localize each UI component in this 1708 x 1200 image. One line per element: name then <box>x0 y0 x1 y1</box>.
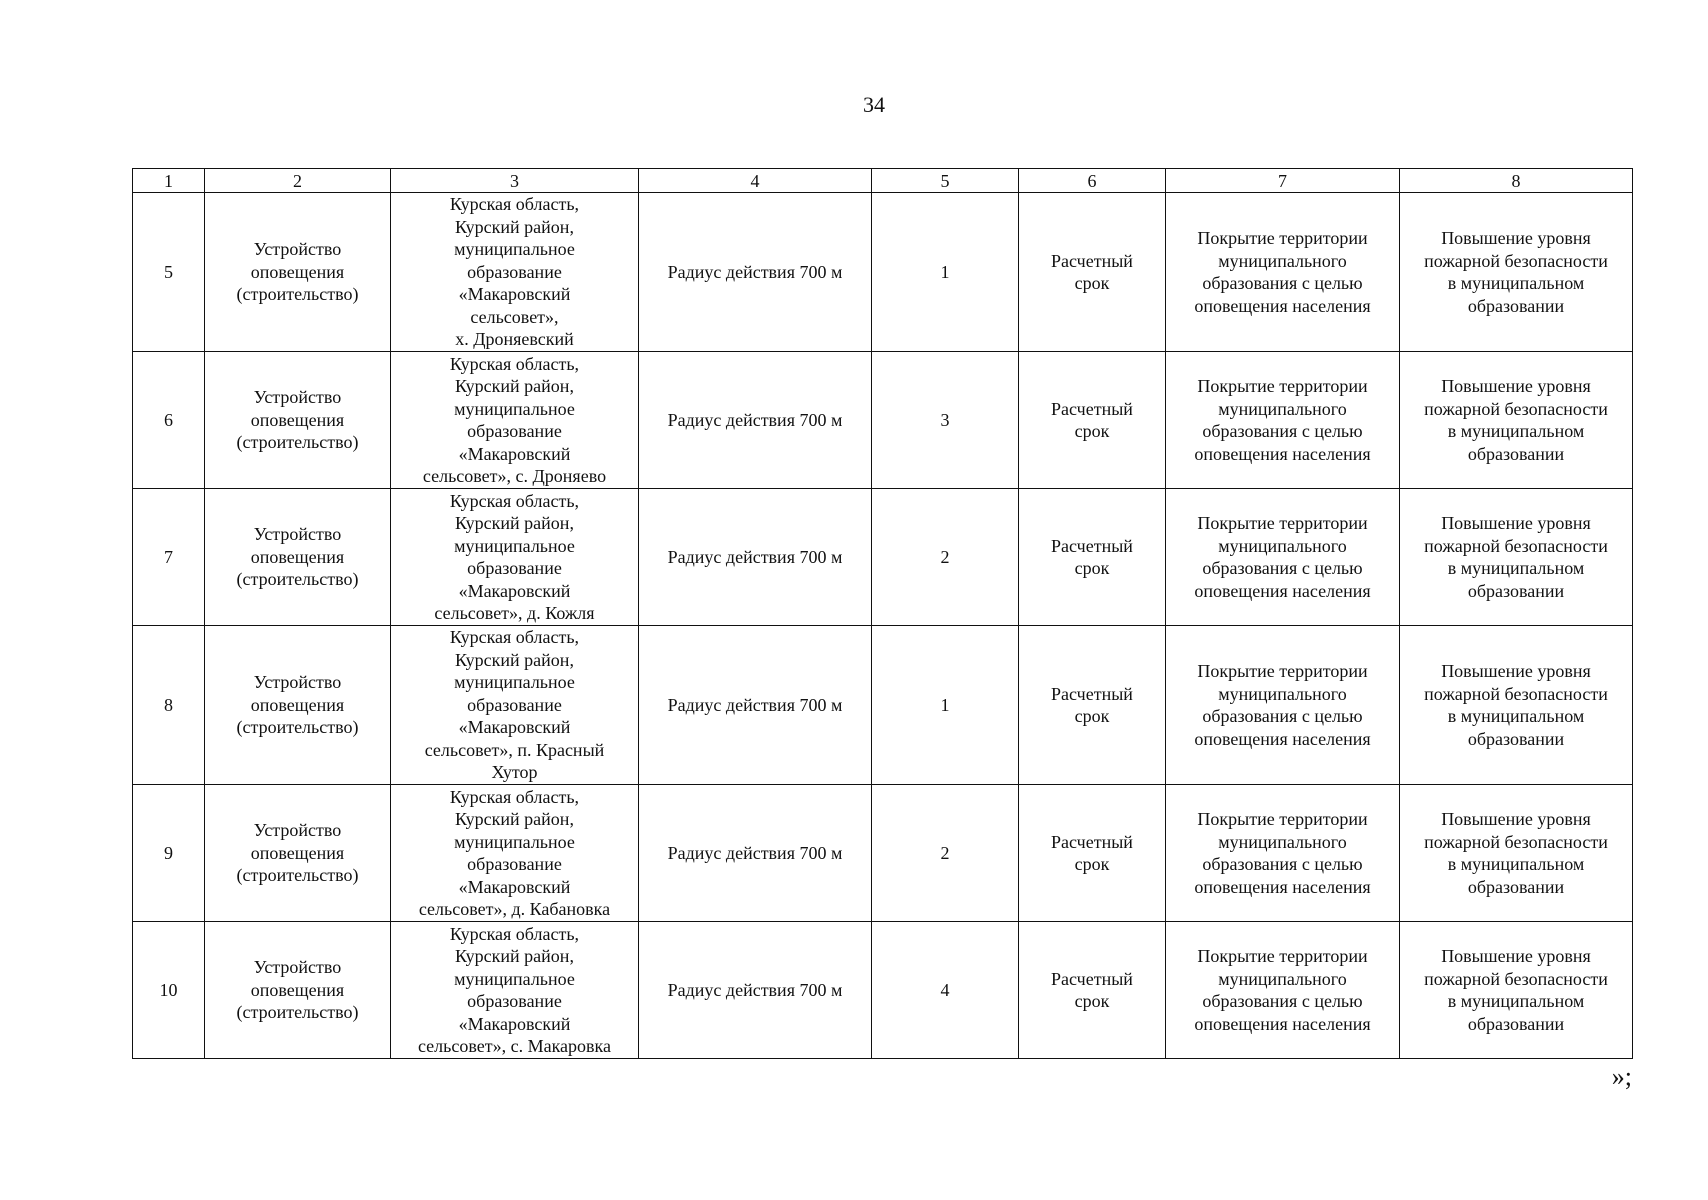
page-number: 34 <box>863 92 885 117</box>
text-line: Курская область, <box>449 353 580 374</box>
text-line: Повышение уровня <box>1441 376 1591 396</box>
characteristic-cell: Радиус действия 700 м <box>639 626 872 785</box>
text-line: сельсовет», с. Макаровка <box>417 1036 612 1056</box>
text-line: в муниципальном <box>1447 991 1585 1011</box>
text-line: Повышение уровня <box>1441 946 1591 966</box>
table-row <box>133 626 1633 785</box>
location-cell <box>391 489 639 626</box>
text-line: Покрытие территории <box>1197 661 1368 681</box>
text-line: образование <box>467 854 562 874</box>
effect-cell <box>1400 489 1633 626</box>
text-line: (строительство) <box>236 569 359 590</box>
text-line: срок <box>1074 991 1110 1011</box>
characteristic-cell: Радиус действия 700 м <box>639 352 872 489</box>
effect-cell <box>1400 626 1633 785</box>
effect-cell <box>1400 922 1633 1059</box>
text-line: образования с целью <box>1202 854 1363 874</box>
quantity-cell: 3 <box>872 352 1019 489</box>
term-cell <box>1019 352 1166 489</box>
text-line: образование <box>467 421 562 441</box>
text-line: в муниципальном <box>1447 273 1585 293</box>
text-line: оповещения <box>250 261 345 282</box>
text-line: Устройство <box>253 239 342 260</box>
text-line: образовании <box>1467 295 1565 316</box>
text-line: Покрытие территории <box>1197 228 1368 248</box>
text-line: «Макаровский <box>458 443 571 464</box>
text-line: Устройство <box>253 387 342 408</box>
location-cell <box>391 626 639 785</box>
quantity-cell: 2 <box>872 489 1019 626</box>
column-header: 1 <box>133 169 205 193</box>
text-line: оповещения населения <box>1194 580 1371 601</box>
text-line: образовании <box>1467 728 1565 749</box>
text-line: (строительство) <box>236 865 359 886</box>
text-line: Расчетный <box>1051 968 1133 989</box>
column-number-row <box>133 169 1633 193</box>
purpose-cell <box>1166 489 1400 626</box>
text-line: срок <box>1074 854 1110 874</box>
location-cell <box>391 785 639 922</box>
text-line: оповещения <box>250 694 345 715</box>
text-line: «Макаровский <box>458 580 571 601</box>
text-line: оповещения населения <box>1194 295 1371 316</box>
text-line: образовании <box>1467 443 1565 464</box>
text-line: образование <box>467 694 562 715</box>
text-line: оповещения населения <box>1194 1013 1371 1034</box>
text-line: оповещения населения <box>1194 443 1371 464</box>
text-line: образования с целью <box>1202 421 1363 441</box>
text-line: Курский район, <box>455 216 574 237</box>
characteristic-cell: Радиус действия 700 м <box>639 785 872 922</box>
characteristic-cell: Радиус действия 700 м <box>639 922 872 1059</box>
purpose-cell <box>1166 352 1400 489</box>
text-line: Устройство <box>253 524 342 545</box>
text-line: образования с целью <box>1202 991 1363 1011</box>
text-line: Расчетный <box>1051 535 1133 556</box>
location-cell <box>391 352 639 489</box>
text-line: муниципального <box>1218 535 1347 556</box>
quantity-cell: 1 <box>872 193 1019 352</box>
text-line: Курский район, <box>455 376 574 396</box>
text-line: в муниципальном <box>1447 854 1585 874</box>
text-line: (строительство) <box>236 284 359 305</box>
text-line: образование <box>467 261 562 282</box>
text-line: «Макаровский <box>458 284 571 305</box>
row-number: 10 <box>133 922 205 1059</box>
text-line: муниципального <box>1218 250 1347 271</box>
text-line: «Макаровский <box>458 876 571 897</box>
quantity-cell: 2 <box>872 785 1019 922</box>
text-line: Курский район, <box>455 946 574 966</box>
text-line: пожарной безопасности <box>1424 683 1608 704</box>
column-header: 3 <box>391 169 639 193</box>
object-cell <box>205 785 391 922</box>
location-cell <box>391 193 639 352</box>
quantity-cell: 4 <box>872 922 1019 1059</box>
column-header: 5 <box>872 169 1019 193</box>
characteristic-cell: Радиус действия 700 м <box>639 193 872 352</box>
text-line: в муниципальном <box>1447 706 1585 726</box>
row-number: 8 <box>133 626 205 785</box>
text-line: оповещения <box>250 979 345 1000</box>
text-line: Устройство <box>253 957 342 978</box>
column-header: 2 <box>205 169 391 193</box>
effect-cell <box>1400 352 1633 489</box>
text-line: Покрытие территории <box>1197 809 1368 829</box>
text-line: Повышение уровня <box>1441 228 1591 248</box>
text-line: сельсовет», <box>470 306 559 327</box>
text-line: Курская область, <box>449 627 580 648</box>
text-line: Расчетный <box>1051 831 1133 852</box>
location-cell <box>391 922 639 1059</box>
text-line: образования с целью <box>1202 558 1363 578</box>
object-cell <box>205 193 391 352</box>
column-header: 4 <box>639 169 872 193</box>
text-line: пожарной безопасности <box>1424 398 1608 419</box>
text-line: сельсовет», п. Красный <box>424 739 605 760</box>
purpose-cell <box>1166 626 1400 785</box>
purpose-cell <box>1166 193 1400 352</box>
table-row <box>133 922 1633 1059</box>
text-line: образование <box>467 991 562 1011</box>
text-line: (строительство) <box>236 432 359 453</box>
text-line: сельсовет», с. Дроняево <box>422 466 607 486</box>
text-line: Курская область, <box>449 786 580 807</box>
text-line: «Макаровский <box>458 1013 571 1034</box>
text-line: оповещения <box>250 409 345 430</box>
text-line: «Макаровский <box>458 717 571 738</box>
table-row <box>133 352 1633 489</box>
text-line: образования с целью <box>1202 706 1363 726</box>
term-cell <box>1019 922 1166 1059</box>
text-line: срок <box>1074 273 1110 293</box>
text-line: пожарной безопасности <box>1424 250 1608 271</box>
text-line: образование <box>467 558 562 578</box>
text-line: Расчетный <box>1051 398 1133 419</box>
row-number: 9 <box>133 785 205 922</box>
closing-quote-mark: »; <box>1611 1062 1632 1091</box>
text-line: оповещения <box>250 842 345 863</box>
text-line: Покрытие территории <box>1197 376 1368 396</box>
text-line: муниципального <box>1218 398 1347 419</box>
text-line: муниципальное <box>454 672 575 693</box>
term-cell <box>1019 489 1166 626</box>
text-line: Курская область, <box>449 923 580 944</box>
text-line: Курский район, <box>455 809 574 829</box>
text-line: муниципальное <box>454 831 575 852</box>
text-line: в муниципальном <box>1447 421 1585 441</box>
measures-table <box>132 168 1633 1059</box>
column-header: 8 <box>1400 169 1633 193</box>
text-line: Курский район, <box>455 513 574 533</box>
text-line: Повышение уровня <box>1441 661 1591 681</box>
text-line: муниципального <box>1218 831 1347 852</box>
text-line: срок <box>1074 421 1110 441</box>
text-line: муниципальное <box>454 968 575 989</box>
row-number: 5 <box>133 193 205 352</box>
text-line: пожарной безопасности <box>1424 535 1608 556</box>
text-line: образовании <box>1467 876 1565 897</box>
object-cell <box>205 352 391 489</box>
text-line: Повышение уровня <box>1441 513 1591 533</box>
term-cell <box>1019 785 1166 922</box>
text-line: Покрытие территории <box>1197 513 1368 533</box>
quantity-cell: 1 <box>872 626 1019 785</box>
text-line: оповещения населения <box>1194 876 1371 897</box>
text-line: срок <box>1074 706 1110 726</box>
text-line: Расчетный <box>1051 250 1133 271</box>
text-line: Повышение уровня <box>1441 809 1591 829</box>
text-line: Устройство <box>253 672 342 693</box>
row-number: 6 <box>133 352 205 489</box>
text-line: (строительство) <box>236 1002 359 1023</box>
text-line: оповещения населения <box>1194 728 1371 749</box>
table-row <box>133 193 1633 352</box>
text-line: муниципальное <box>454 535 575 556</box>
text-line: муниципальное <box>454 239 575 260</box>
characteristic-cell: Радиус действия 700 м <box>639 489 872 626</box>
table-row <box>133 785 1633 922</box>
purpose-cell <box>1166 785 1400 922</box>
text-line: Курская область, <box>449 490 580 511</box>
text-line: оповещения <box>250 546 345 567</box>
text-line: сельсовет», д. Кожля <box>434 603 595 623</box>
object-cell <box>205 626 391 785</box>
term-cell <box>1019 193 1166 352</box>
text-line: в муниципальном <box>1447 558 1585 578</box>
column-header: 7 <box>1166 169 1400 193</box>
text-line: пожарной безопасности <box>1424 831 1608 852</box>
row-number: 7 <box>133 489 205 626</box>
effect-cell <box>1400 785 1633 922</box>
text-line: муниципального <box>1218 683 1347 704</box>
text-line: Устройство <box>253 820 342 841</box>
text-line: (строительство) <box>236 717 359 738</box>
column-header: 6 <box>1019 169 1166 193</box>
text-line: х. Дроняевский <box>455 329 574 350</box>
text-line: сельсовет», д. Кабановка <box>418 899 611 919</box>
text-line: Курская область, <box>449 194 580 215</box>
text-line: Расчетный <box>1051 683 1133 704</box>
text-line: Покрытие территории <box>1197 946 1368 966</box>
object-cell <box>205 489 391 626</box>
table-row <box>133 489 1633 626</box>
text-line: муниципальное <box>454 398 575 419</box>
object-cell <box>205 922 391 1059</box>
text-line: пожарной безопасности <box>1424 968 1608 989</box>
text-line: образовании <box>1467 1013 1565 1034</box>
effect-cell <box>1400 193 1633 352</box>
text-line: Хутор <box>491 762 538 783</box>
text-line: муниципального <box>1218 968 1347 989</box>
text-line: образовании <box>1467 580 1565 601</box>
text-line: Курский район, <box>455 649 574 670</box>
purpose-cell <box>1166 922 1400 1059</box>
term-cell <box>1019 626 1166 785</box>
text-line: срок <box>1074 558 1110 578</box>
text-line: образования с целью <box>1202 273 1363 293</box>
